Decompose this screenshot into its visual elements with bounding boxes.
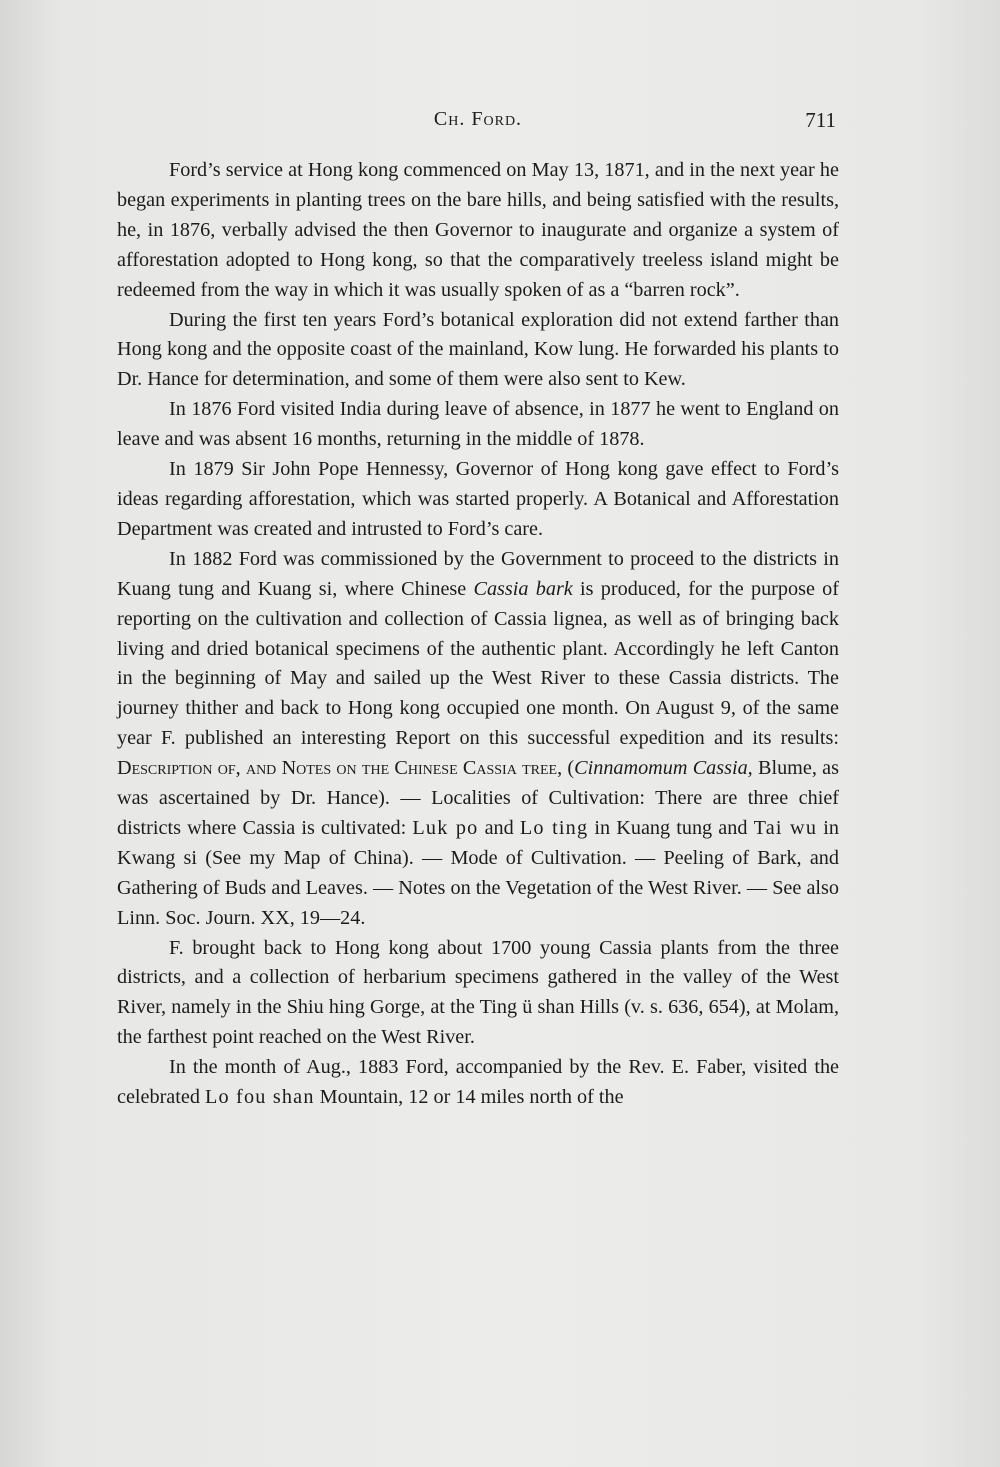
paragraph-lo-fou-shan — [117, 1053, 839, 1113]
place-name-tai-wu: Tai wu — [753, 816, 818, 839]
paragraph-india-england-leave: In 1876 Ford visited India during leave of absence, in 1877 he went to England on leave and was absent 16 months, returning in the middle of 1878. — [117, 398, 839, 451]
paragraph-cassia-expedition — [117, 545, 839, 934]
paragraph-cassia-plants: F. brought back to Hong kong about 1700 young Cassia plants from the three districts, and a collection of herbarium specimens gathered in the valley of the West River, namely in the Shiu hing Gorge, at the Ting ü shan Hills (v. s. 636, 654), at Molam, the farthest point reached on the West River. — [117, 936, 839, 1049]
report-title: Description of, and Notes on the Chinese Cassia tree, — [117, 757, 563, 780]
place-name-luk-po: Luk po — [412, 816, 479, 839]
paragraph-afforestation-department: In 1879 Sir John Pope Hennessy, Governor of Hong kong gave effect to Ford’s ideas regarding afforestation, which was started properly. A Botanical and Afforestation Department was created and intrusted to Ford’s care. — [117, 458, 839, 540]
paragraph-segment: and — [478, 816, 520, 839]
place-name-lo-ting: Lo ting — [519, 816, 589, 839]
page-number: 711 — [805, 108, 836, 132]
paragraph-first-ten-years: During the first ten years Ford’s botanical exploration did not extend farther than Hong kong and the opposite coast of the mainland, Kow lung. He forwarded his plants to Dr. Hance for determination, and some of them were also sent to Kew. — [117, 308, 839, 391]
paragraph-segment: in Kuang tung and — [588, 816, 754, 839]
paragraph-segment: In the month of Aug., 1883 Ford, accompanied by the Rev. E. Faber, visited the celebrated — [117, 1056, 839, 1109]
species-name: Cinnamomum Cassia, — [574, 757, 753, 780]
body-text — [117, 156, 839, 1113]
paragraph-segment: is produced, for the purpose of reporting on the cultivation and collection of Cassia lignea, as well as of bringing back living and dried botanical specimens of the authentic plant. Accordingly he left Canton in the beginning of May and sailed up the West River to these Cassia districts. The journey thither and back to Hong kong occupied one month. On August 9, of the same year F. published an interesting Report on this successful expedition and its results: — [117, 577, 839, 750]
paragraph-segment: Mountain, 12 or 14 miles north of the — [314, 1086, 624, 1109]
paragraph-segment: in Kwang si (See my Map of China). — Mode of Cultivation. — Peeling of Bark, and Gathering of Buds and Leaves. — Notes on the Vegetation of the West River. — See also Linn. Soc. Journ. XX, 19—24. — [117, 816, 839, 929]
paragraph-segment: Blume, as was ascertained by Dr. Hance). — Localities of Cultivation: There are three chief districts where Cassia is cultivated: — [117, 757, 839, 839]
running-head — [118, 108, 838, 142]
running-title: Ch. Ford. — [433, 108, 523, 130]
paragraph-hong-kong-service: Ford’s service at Hong kong commenced on May 13, 1871, and in the next year he began experiments in planting trees on the bare hills, and being satisfied with the results, he, in 1876, verbally advised the then Governor to inaugurate and organize a system of afforestation adopted to Hong kong, so that the comparatively treeless island might be redeemed from the way in which it was usually spoken of as a “barren rock”. — [117, 159, 839, 301]
paragraph-segment: ( — [562, 757, 575, 780]
place-name-lo-fou-shan: Lo fou shan — [204, 1086, 315, 1109]
paragraph-segment: In 1882 Ford was commissioned by the Government to proceed to the districts in Kuang tung and Kuang si, where Chinese — [117, 547, 839, 600]
cassia-bark-term: Cassia bark — [473, 577, 573, 600]
